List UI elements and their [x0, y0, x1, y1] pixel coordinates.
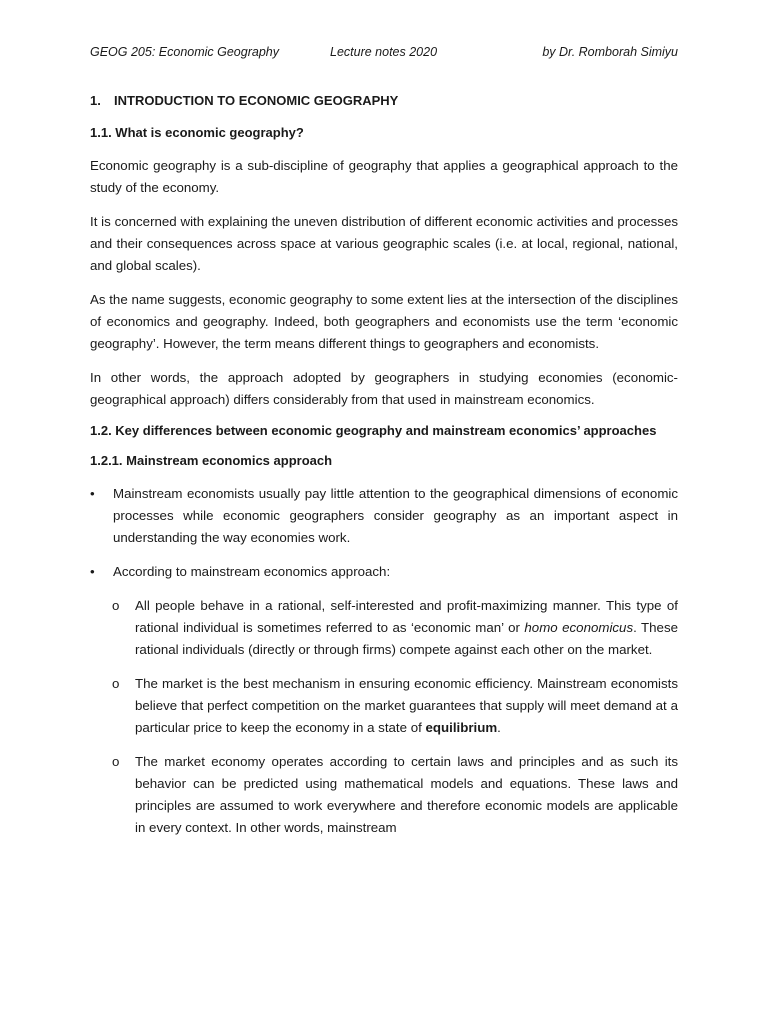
circle-bullet-icon: o [112, 754, 120, 769]
header-author: by Dr. Romborah Simiyu [542, 45, 678, 59]
page-header [90, 45, 678, 65]
sub-item-text: The market is the best mechanism in ensuring economic efficiency. Mainstream economists believe that perfect competition on the market guarantees that supply will meet demand at a particular price to keep the economy in a state of [135, 676, 678, 735]
header-title: Lecture notes 2020 [330, 45, 438, 59]
section-heading-1 [90, 93, 678, 108]
bullet-icon: • [90, 564, 95, 579]
sub-list-item [90, 595, 678, 661]
bold-term: equilibrium [425, 720, 498, 735]
paragraph: As the name suggests, economic geography to some extent lies at the intersection of the disciplines of economics and geography. Indeed, both geographers and economists use the term ‘economic geography’. However, the term means different things to geographers and economists. [90, 292, 678, 351]
list-item [90, 483, 678, 549]
header-course: GEOG 205: Economic Geography [90, 45, 279, 59]
sub-item-text: All people behave in a rational, self-interested and profit-maximizing manner. This type of rational individual is sometimes referred to as ‘economic man’ or [135, 598, 678, 635]
circle-bullet-icon: o [112, 598, 120, 613]
bullet-list [90, 483, 678, 583]
list-item-text: Mainstream economists usually pay little attention to the geographical dimensions of economic processes while economic geographers consider geography as an important aspect in understanding the way economies work. [113, 486, 678, 545]
circle-bullet-icon: o [112, 676, 120, 691]
sub-list-item [90, 673, 678, 739]
paragraph: In other words, the approach adopted by geographers in studying economies (economic-geographical approach) differs considerably from that used in mainstream economics. [90, 370, 678, 407]
subsection-heading-1-2-1: 1.2.1. Mainstream economics approach [90, 453, 333, 468]
sub-item-text: . These rational individuals (directly or through firms) compete against each other on the market. [135, 620, 678, 657]
list-item [90, 561, 678, 583]
sub-bullet-list [90, 595, 678, 839]
subsection-heading-1-2: 1.2. Key differences between economic geography and mainstream economics’ approaches [90, 423, 657, 438]
section-number: 1. [90, 93, 101, 108]
emphasis-text: homo economicus [524, 620, 634, 635]
subsection-heading-1-1: 1.1. What is economic geography? [90, 125, 304, 140]
sub-item-text: The market economy operates according to certain laws and principles and as such its behavior can be predicted using mathematical models and equations. These laws and principles are assumed to work everywhere and therefore economic models are applicable in every context. In other words, mainstream [135, 754, 678, 835]
sub-item-text: . [497, 720, 501, 735]
paragraph: Economic geography is a sub-discipline of geography that applies a geographical approach to the study of the economy. [90, 158, 678, 195]
list-item-text: According to mainstream economics approach: [113, 564, 391, 579]
sub-list-item [90, 751, 678, 839]
document-body [90, 93, 678, 851]
section-title: INTRODUCTION TO ECONOMIC GEOGRAPHY [114, 93, 399, 108]
paragraph: It is concerned with explaining the uneven distribution of different economic activities and processes and their consequences across space at various geographic scales (i.e. at local, regional, national, and global scales). [90, 214, 678, 273]
bullet-icon: • [90, 486, 95, 501]
